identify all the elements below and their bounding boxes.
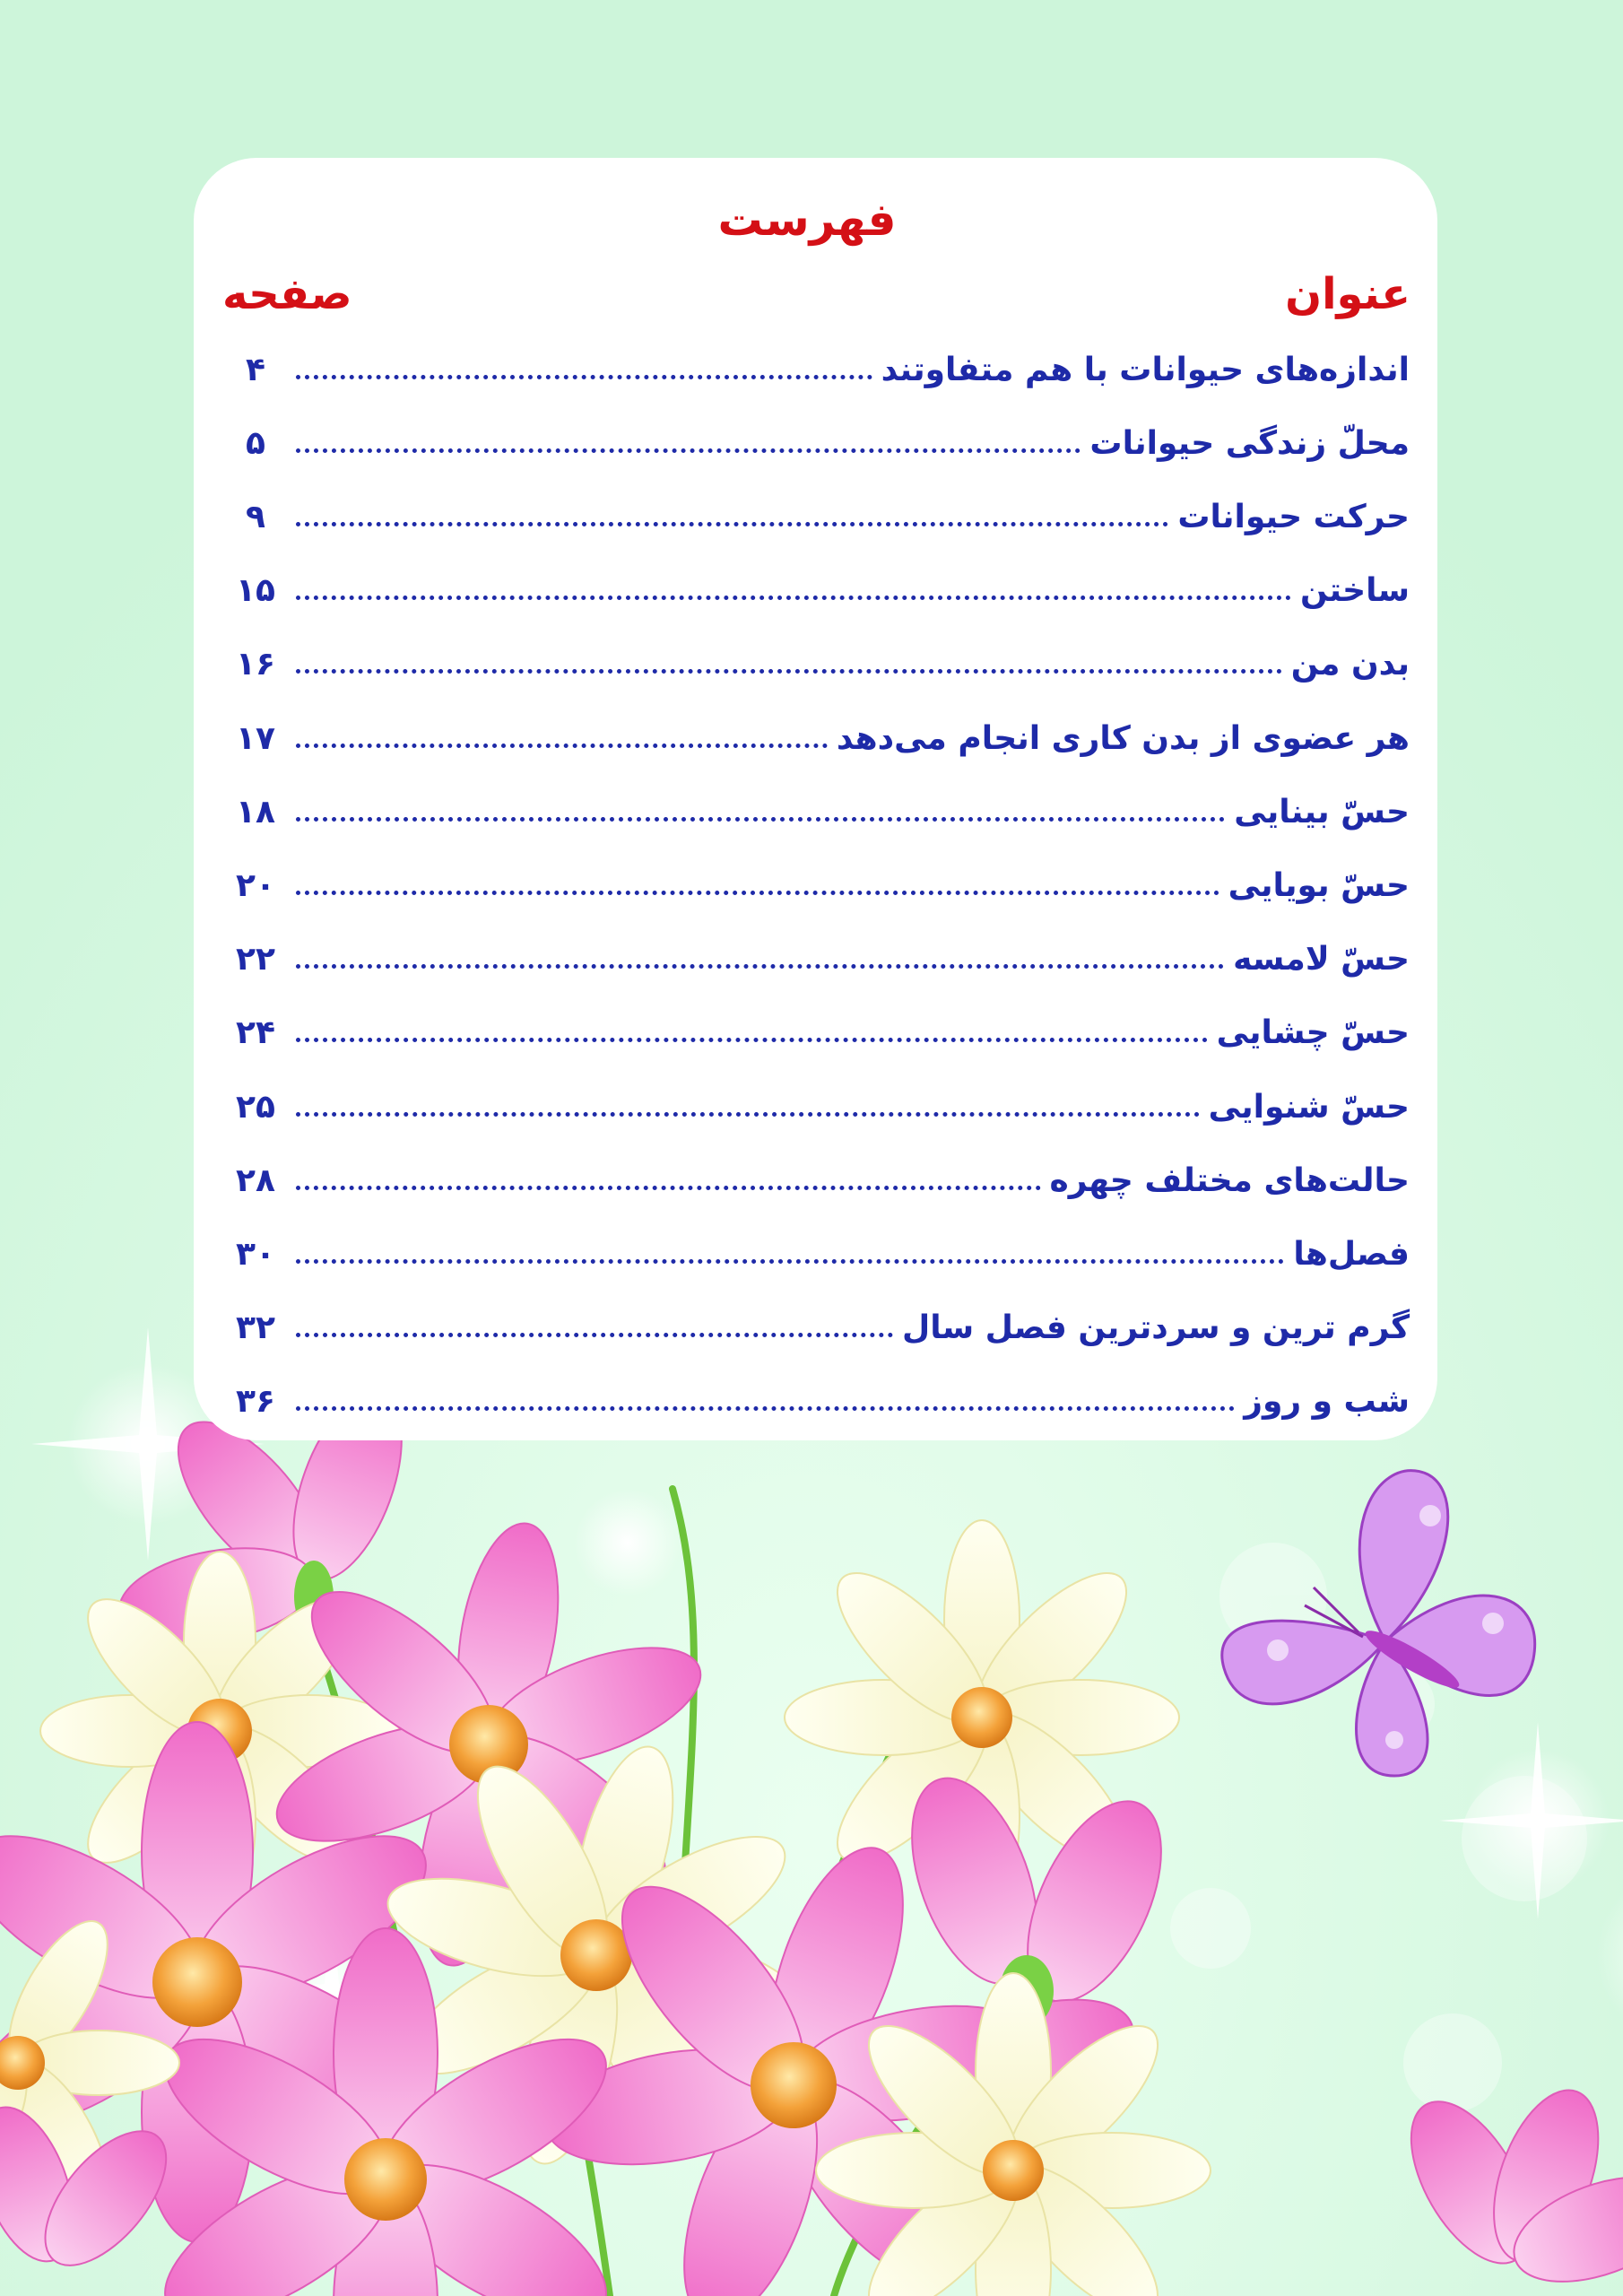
toc-entry-page: ۵ (246, 424, 265, 462)
toc-entry (224, 851, 1410, 919)
toc-entry (224, 1073, 1410, 1141)
toc-entry (224, 778, 1410, 846)
toc-entry-page: ۲۴ (236, 1014, 275, 1052)
toc-entry-page: ۲۸ (236, 1161, 275, 1199)
toc-entry (224, 483, 1410, 551)
dot-leader (296, 744, 828, 748)
toc-entry (224, 1368, 1410, 1436)
toc-entry-title: گرم ترین و سردترین فصل سال (901, 1309, 1410, 1347)
toc-entry-title: حسّ چشایی (1216, 1014, 1410, 1052)
toc-entry-page: ۴ (246, 351, 265, 388)
toc-entry-page: ۱۸ (236, 793, 275, 831)
toc-title: فهرست (717, 194, 897, 246)
toc-entry-title: حسّ بویایی (1228, 866, 1410, 904)
toc-entry-page: ۱۶ (236, 646, 275, 683)
toc-entry-title: بدن من (1290, 646, 1410, 683)
toc-entry-title: ساختن (1300, 572, 1410, 610)
toc-entry-title: حالت‌های مختلف چهره (1049, 1161, 1410, 1199)
toc-entry-page: ۱۷ (236, 719, 275, 757)
toc-entry-page: ۳۲ (236, 1309, 275, 1347)
toc-entry-page: ۲۰ (236, 866, 275, 904)
toc-entry-page: ۹ (246, 498, 265, 535)
dot-leader (296, 891, 1219, 895)
toc-entry (224, 409, 1410, 477)
toc-entry-page: ۲۲ (236, 941, 275, 978)
toc-entry (224, 335, 1410, 404)
toc-entry (224, 557, 1410, 625)
toc-entry (224, 704, 1410, 772)
toc-entry-title: محلّ زندگی حیوانات (1089, 424, 1410, 462)
toc-entry-title: حسّ شنوایی (1208, 1088, 1410, 1126)
toc-entry-title: حسّ بینایی (1234, 793, 1410, 831)
column-header-page: صفحه (222, 269, 352, 319)
dot-leader (296, 669, 1282, 674)
dot-leader (296, 1406, 1235, 1411)
dot-leader (296, 1038, 1208, 1042)
toc-entry-page: ۱۵ (236, 572, 275, 610)
dot-leader (296, 817, 1225, 822)
toc-entry (224, 1220, 1410, 1288)
toc-entry-page: ۳۶ (236, 1383, 275, 1421)
dot-leader (296, 1259, 1284, 1264)
toc-entry-title: حرکت حیوانات (1177, 498, 1410, 535)
toc-entry (224, 631, 1410, 699)
dot-leader (296, 448, 1081, 453)
toc-entry-title: فصل‌ها (1293, 1235, 1410, 1273)
toc-entry-title: حسّ لامسه (1233, 941, 1410, 978)
toc-entry-title: اندازه‌های حیوانات با هم متفاوتند (881, 351, 1410, 388)
dot-leader (296, 375, 872, 379)
toc-entry (224, 1294, 1410, 1362)
dot-leader (296, 1333, 893, 1337)
toc-entry-page: ۳۰ (236, 1235, 275, 1273)
dot-leader (296, 522, 1168, 526)
dot-leader (296, 1186, 1041, 1190)
dot-leader (296, 1112, 1200, 1117)
toc-entry (224, 1146, 1410, 1214)
toc-entry-title: هر عضوی از بدن کاری انجام می‌دهد (836, 719, 1410, 757)
column-header-title: عنوان (1285, 269, 1410, 319)
toc-entry-title: شب و روز (1244, 1383, 1410, 1421)
toc-entry (224, 999, 1410, 1067)
dot-leader (296, 964, 1224, 969)
toc-entry (224, 926, 1410, 994)
toc-entry-page: ۲۵ (236, 1088, 275, 1126)
dot-leader (296, 596, 1291, 600)
